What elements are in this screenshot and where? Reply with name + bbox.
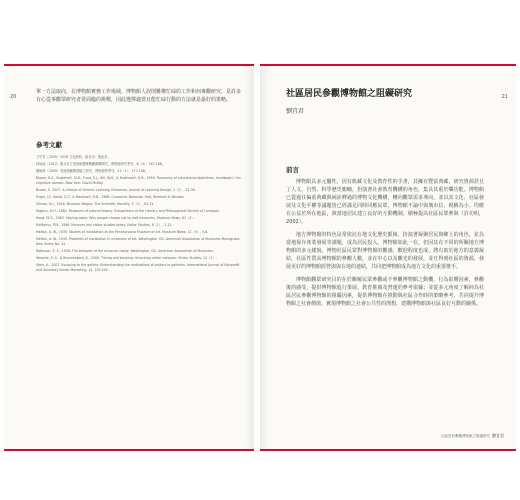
running-footer-author: 劉宜君 — [492, 433, 504, 438]
reference-item: 林詠能（2012）臺北市立美術館觀眾參觀動機研究，博物館研究季刊，6（4）：167-188。 — [36, 162, 166, 166]
right-bottom-accent-line — [260, 449, 516, 451]
right-top-accent-line — [260, 64, 516, 66]
article-body — [286, 178, 484, 313]
section-heading: 前言 — [286, 166, 299, 174]
reference-item: Melton, A. W., 1935. Studies of installation at the Pennsylvania Museum of Art. Museum News, 12（5）, 5-8. — [36, 230, 209, 234]
left-top-accent-line — [4, 64, 254, 66]
running-footer-title: 社區居民參觀博物館之阻礙研究 — [441, 434, 490, 438]
article-title: 社區居民參觀博物館之阻礙研究 — [286, 89, 413, 99]
body-paragraph: 地方博物館的特色是常依託在地文化歷史脈絡，扮演著凝聚居民與鄉土的角色，並為當地保存產業發展等課題，成為居民投入，博物館如此一在，但因其在不同的所關地方博物館的多元樣貌，博物社區民眾對博物館的觀感，歡迎程度也成，將有助於地方的意義凝結，社區性質高博物館的參觀人數，並在中心以及觀光的發展，並且得到社區的資源，發展更好的博物館經營與與在地的連結，共同把博物館成為地方文化的重要推手。 — [286, 232, 484, 270]
right-page-number: 21 — [501, 94, 508, 100]
reference-item: McManus, P.M., 1996. Museum and visitor studies today. Visitor Studies, 8（1）, 1-12. — [36, 223, 173, 227]
left-page — [4, 64, 254, 451]
reference-item: Yalowitz, S. S., & Bronnenkant, K., 2009. Timing and tracking: Unlocking visitor behavior. Visitor Studies, 12（1）. — [36, 256, 217, 260]
reference-item: Stein, A., 2007. Escaping to the gallery: Understanding the motivations of visitors to galleries. International Journal of Nonprofit and Voluntary Sector Marketing, 12, 193-202. — [36, 263, 240, 272]
reference-item: Engel, J.F., Kollat, D.T., & Blackwell, R.D., 1968. Consumer Behavior. Holt, Rinehart & Winston. — [36, 195, 186, 199]
reference-item: Gilman, B.I., 1916. Museum fatigue. The Scientific Monthly, 2（1）, 62-74. — [36, 202, 155, 206]
body-paragraph: 博物館觀眾研究目的在於瞭解民眾參觀或不參觀博物館之動機，行為影響因素，參觀後的感受，提供博物館進行策展、教育推廣及營運的參考依據；並從多元角度了解何為社區居民參觀博物館的阻礙因素，提供博物館在推動與社區合作時的策略參考，共同提升博物館之社會價值，實現博物館之社會公共性的理想，建構博物館與社區良好互動的關係。 — [286, 277, 484, 307]
references-heading: 參考文獻 — [36, 141, 62, 149]
reference-item: 王竹君（2009）2026 文化研析，新北市：無此頁。 — [36, 155, 111, 159]
reference-item: Melton, A. W., 1935. Problems of installation in museums of art. Washington, DC: American Association of Museums Monograph New Series No. 14. — [36, 237, 240, 246]
body-paragraph: 博物館具多元屬性，因有典藏文化及教育性的手書，其擁有豐富典藏，研究資源甚且了人文、自然、科學歷史範疇，扮演著社會教育機構的角色，集具其重於樂功能。博物館已從過往偏重典藏與純詮釋過的博物文化機構，轉向觀眾需求導向，並以其文化、社區發展及文化平權等議題皆已經滿足同時回應民眾，博物館不論中與城市位，視稱為小、均應在公益於所在地區，與當地居民建立良好的互動機制，積極提高社區民眾參與（許功明，2002）。 — [286, 179, 484, 225]
reference-item: Higgins, H.H., 1884. Museums of natural history. Transactions of the Literary and Philosophical Society of Liverpool. — [36, 209, 220, 213]
left-page-number: 20 — [10, 94, 17, 100]
article-author: 劉宜君 — [286, 108, 305, 115]
reference-item: Robinson, E. S., 1928. The behavior of the museum visitor. Washington, DC: American Association of Museums. — [36, 249, 214, 253]
reference-item: Bloom, B.S., Englehart, M.D., Furst, E.J., Hill, W.H., & Krathwohl, D.R., 1956. Taxonomy of educational objectives, handbook I: the cognitive domain. New York: David McKay. — [36, 176, 241, 185]
left-intro-paragraph: 單一方法取向，在博物館實務工作場域，博物館人誤則難權忙碌的工作和何專觀研究，是許多有心從事觀眾研究者常面臨的挑戰，因此選擇適當且能忙碌行動的方法就是最好的策略。 — [36, 89, 242, 103]
left-bottom-accent-line — [4, 449, 254, 451]
references-list — [36, 155, 241, 275]
reference-item: 劉婉珍（2009）美術館觀眾經驗之研究，博物館學季刊，23（1）：177-198。 — [36, 169, 148, 173]
right-page — [260, 64, 516, 451]
running-footer — [441, 433, 504, 439]
reference-item: Brown, S. 2007. A critique of Generic Learning Outcomes. Journal of Learning Design, 2（2）, 22-30. — [36, 188, 196, 192]
reference-item: Hood, M.G., 1983. Staying away: Why people choose not to visit museums. Museum News, 61（4）. — [36, 216, 196, 220]
